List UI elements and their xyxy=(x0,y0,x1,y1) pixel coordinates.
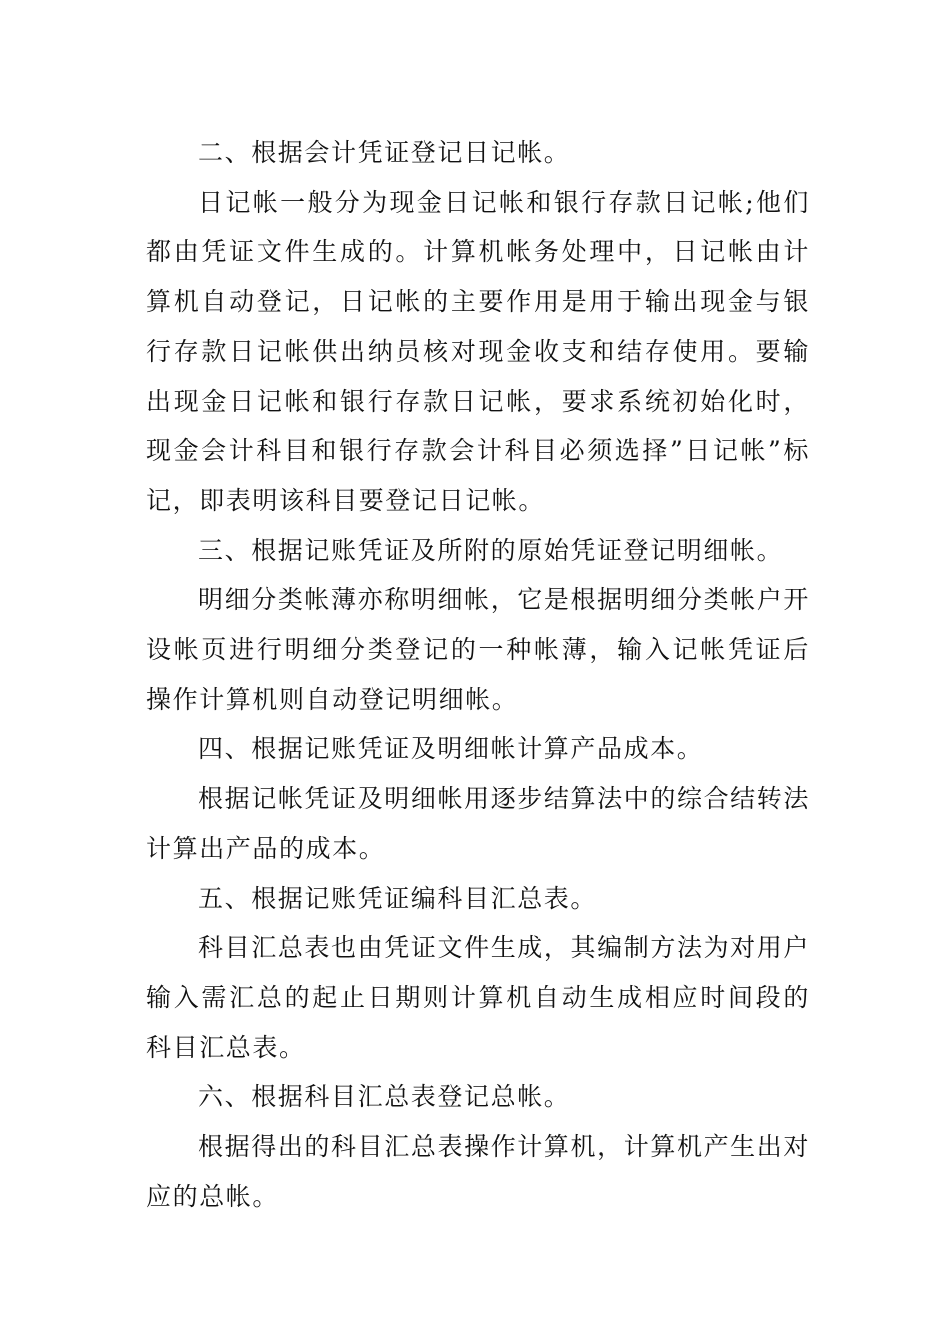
section-heading-5: 五、根据记账凭证编科目汇总表。 xyxy=(198,883,598,913)
section-heading-6: 六、根据科目汇总表登记总帐。 xyxy=(198,1082,571,1112)
paragraph-subsidiary-ledger: 明细分类帐薄亦称明细帐，它是根据明细分类帐户开设帐页进行明细分类登记的一种帐薄，输入记帐凭证后操作计算机则自动登记明细帐。 xyxy=(146,585,810,714)
section-heading-2: 二、根据会计凭证登记日记帐。 xyxy=(198,138,571,167)
section-heading-4: 四、根据记账凭证及明细帐计算产品成本。 xyxy=(198,734,704,764)
paragraph-journal: 日记帐一般分为现金日记帐和银行存款日记帐;他们都由凭证文件生成的。计算机帐务处理中，日记帐由计算机自动登记，日记帐的主要作用是用于输出现金与银行存款日记帐供出纳员核对现金收支和结存使用。要输出现金日记帐和银行存款日记帐，要求系统初始化时，现金会计科目和银行存款会计科目必须选择”日记帐”标记，即表明该科目要登记日记帐。 xyxy=(146,187,810,515)
section-heading-3: 三、根据记账凭证及所附的原始凭证登记明细帐。 xyxy=(198,535,784,565)
paragraph-account-summary: 科目汇总表也由凭证文件生成，其编制方法为对用户输入需汇总的起止日期则计算机自动生成相应时间段的科目汇总表。 xyxy=(146,933,810,1062)
paragraph-general-ledger: 根据得出的科目汇总表操作计算机，计算机产生出对应的总帐。 xyxy=(146,1132,810,1211)
paragraph-product-cost: 根据记帐凭证及明细帐用逐步结算法中的综合结转法计算出产品的成本。 xyxy=(146,784,810,863)
document-body xyxy=(146,128,810,1221)
